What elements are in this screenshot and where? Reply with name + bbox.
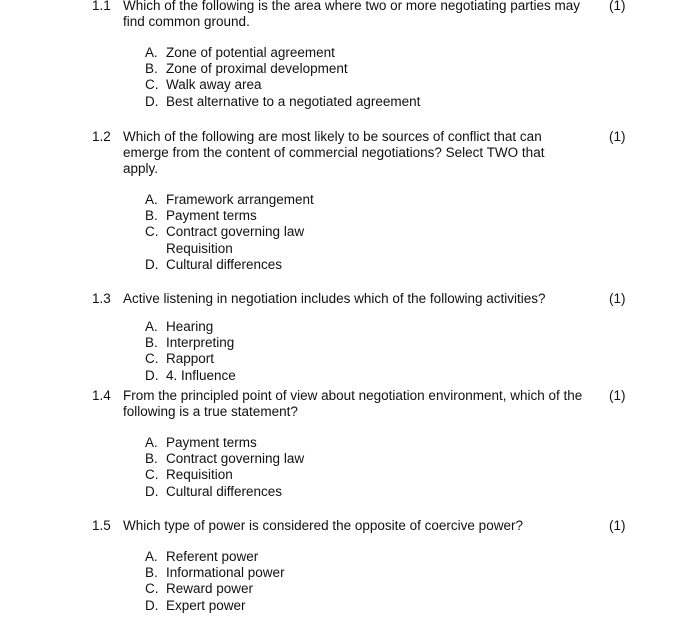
option-text: Cultural differences	[166, 256, 283, 272]
question-marks: (1)	[609, 388, 626, 403]
option-text: Cultural differences	[166, 483, 283, 499]
option-text: Referent power	[166, 549, 259, 564]
option-letter: C.	[145, 77, 159, 93]
question-text: Which type of power is considered the opposite of coercive power?	[123, 518, 523, 533]
question-marks: (1)	[609, 0, 626, 13]
option-letter: D.	[145, 93, 159, 109]
question-marks: (1)	[609, 291, 626, 306]
option-text: Interpreting	[166, 335, 235, 351]
option-text: Zone of proximal development	[166, 61, 348, 77]
option-text: Contract governing law	[166, 224, 305, 240]
question-number: 1.3	[92, 291, 111, 306]
option-text: Requisition	[166, 240, 233, 256]
option-letter: A.	[145, 319, 158, 334]
question-number: 1.4	[92, 388, 111, 403]
option-text: Contract governing law	[166, 451, 305, 467]
option-letter: B.	[145, 61, 158, 77]
question-number: 1.2	[92, 129, 111, 144]
option-letter: D.	[145, 597, 159, 613]
question-number: 1.1	[92, 0, 111, 13]
option-text: Payment terms	[166, 435, 257, 450]
option-letter: A.	[145, 435, 158, 450]
option-letter: B.	[145, 208, 158, 224]
option-text: Best alternative to a negotiated agreement	[166, 93, 421, 109]
option-text: Reward power	[166, 581, 254, 597]
option-text: Informational power	[166, 565, 285, 581]
option-letter: D.	[145, 367, 159, 383]
question-text: Which of the following is the area where two or more negotiating parties may find common ground.	[123, 0, 580, 29]
question-marks: (1)	[609, 129, 626, 144]
question-text: From the principled point of view about negotiation environment, which of the following is a true statement?	[123, 388, 583, 419]
option-letter: C.	[145, 351, 159, 367]
option-letter: C.	[145, 467, 159, 483]
option-letter: D.	[145, 256, 159, 272]
option-letter: B.	[145, 451, 158, 467]
option-letter: D.	[145, 483, 159, 499]
question-number: 1.5	[92, 518, 111, 533]
option-letter: C.	[145, 581, 159, 597]
option-letter: B.	[145, 565, 158, 581]
question-text: Active listening in negotiation includes which of the following activities?	[123, 291, 546, 306]
option-letter: B.	[145, 335, 158, 351]
option-text: Zone of potential agreement	[166, 45, 335, 60]
option-text: Requisition	[166, 467, 233, 483]
question-text: Which of the following are most likely to be sources of conflict that can emerge from the content of commercial negotiations? Select TWO that apply.	[123, 129, 545, 176]
question-marks: (1)	[609, 518, 626, 533]
option-letter: A.	[145, 549, 158, 564]
option-text: Walk away area	[166, 77, 262, 93]
option-text: Hearing	[166, 319, 214, 334]
option-letter: C.	[145, 224, 159, 240]
option-letter: A.	[145, 45, 158, 60]
option-text: Expert power	[166, 597, 246, 613]
option-text: Framework arrangement	[166, 192, 314, 207]
option-text: Payment terms	[166, 208, 257, 224]
option-text: 4. Influence	[166, 367, 236, 383]
option-text: Rapport	[166, 351, 215, 367]
option-letter: A.	[145, 192, 158, 207]
